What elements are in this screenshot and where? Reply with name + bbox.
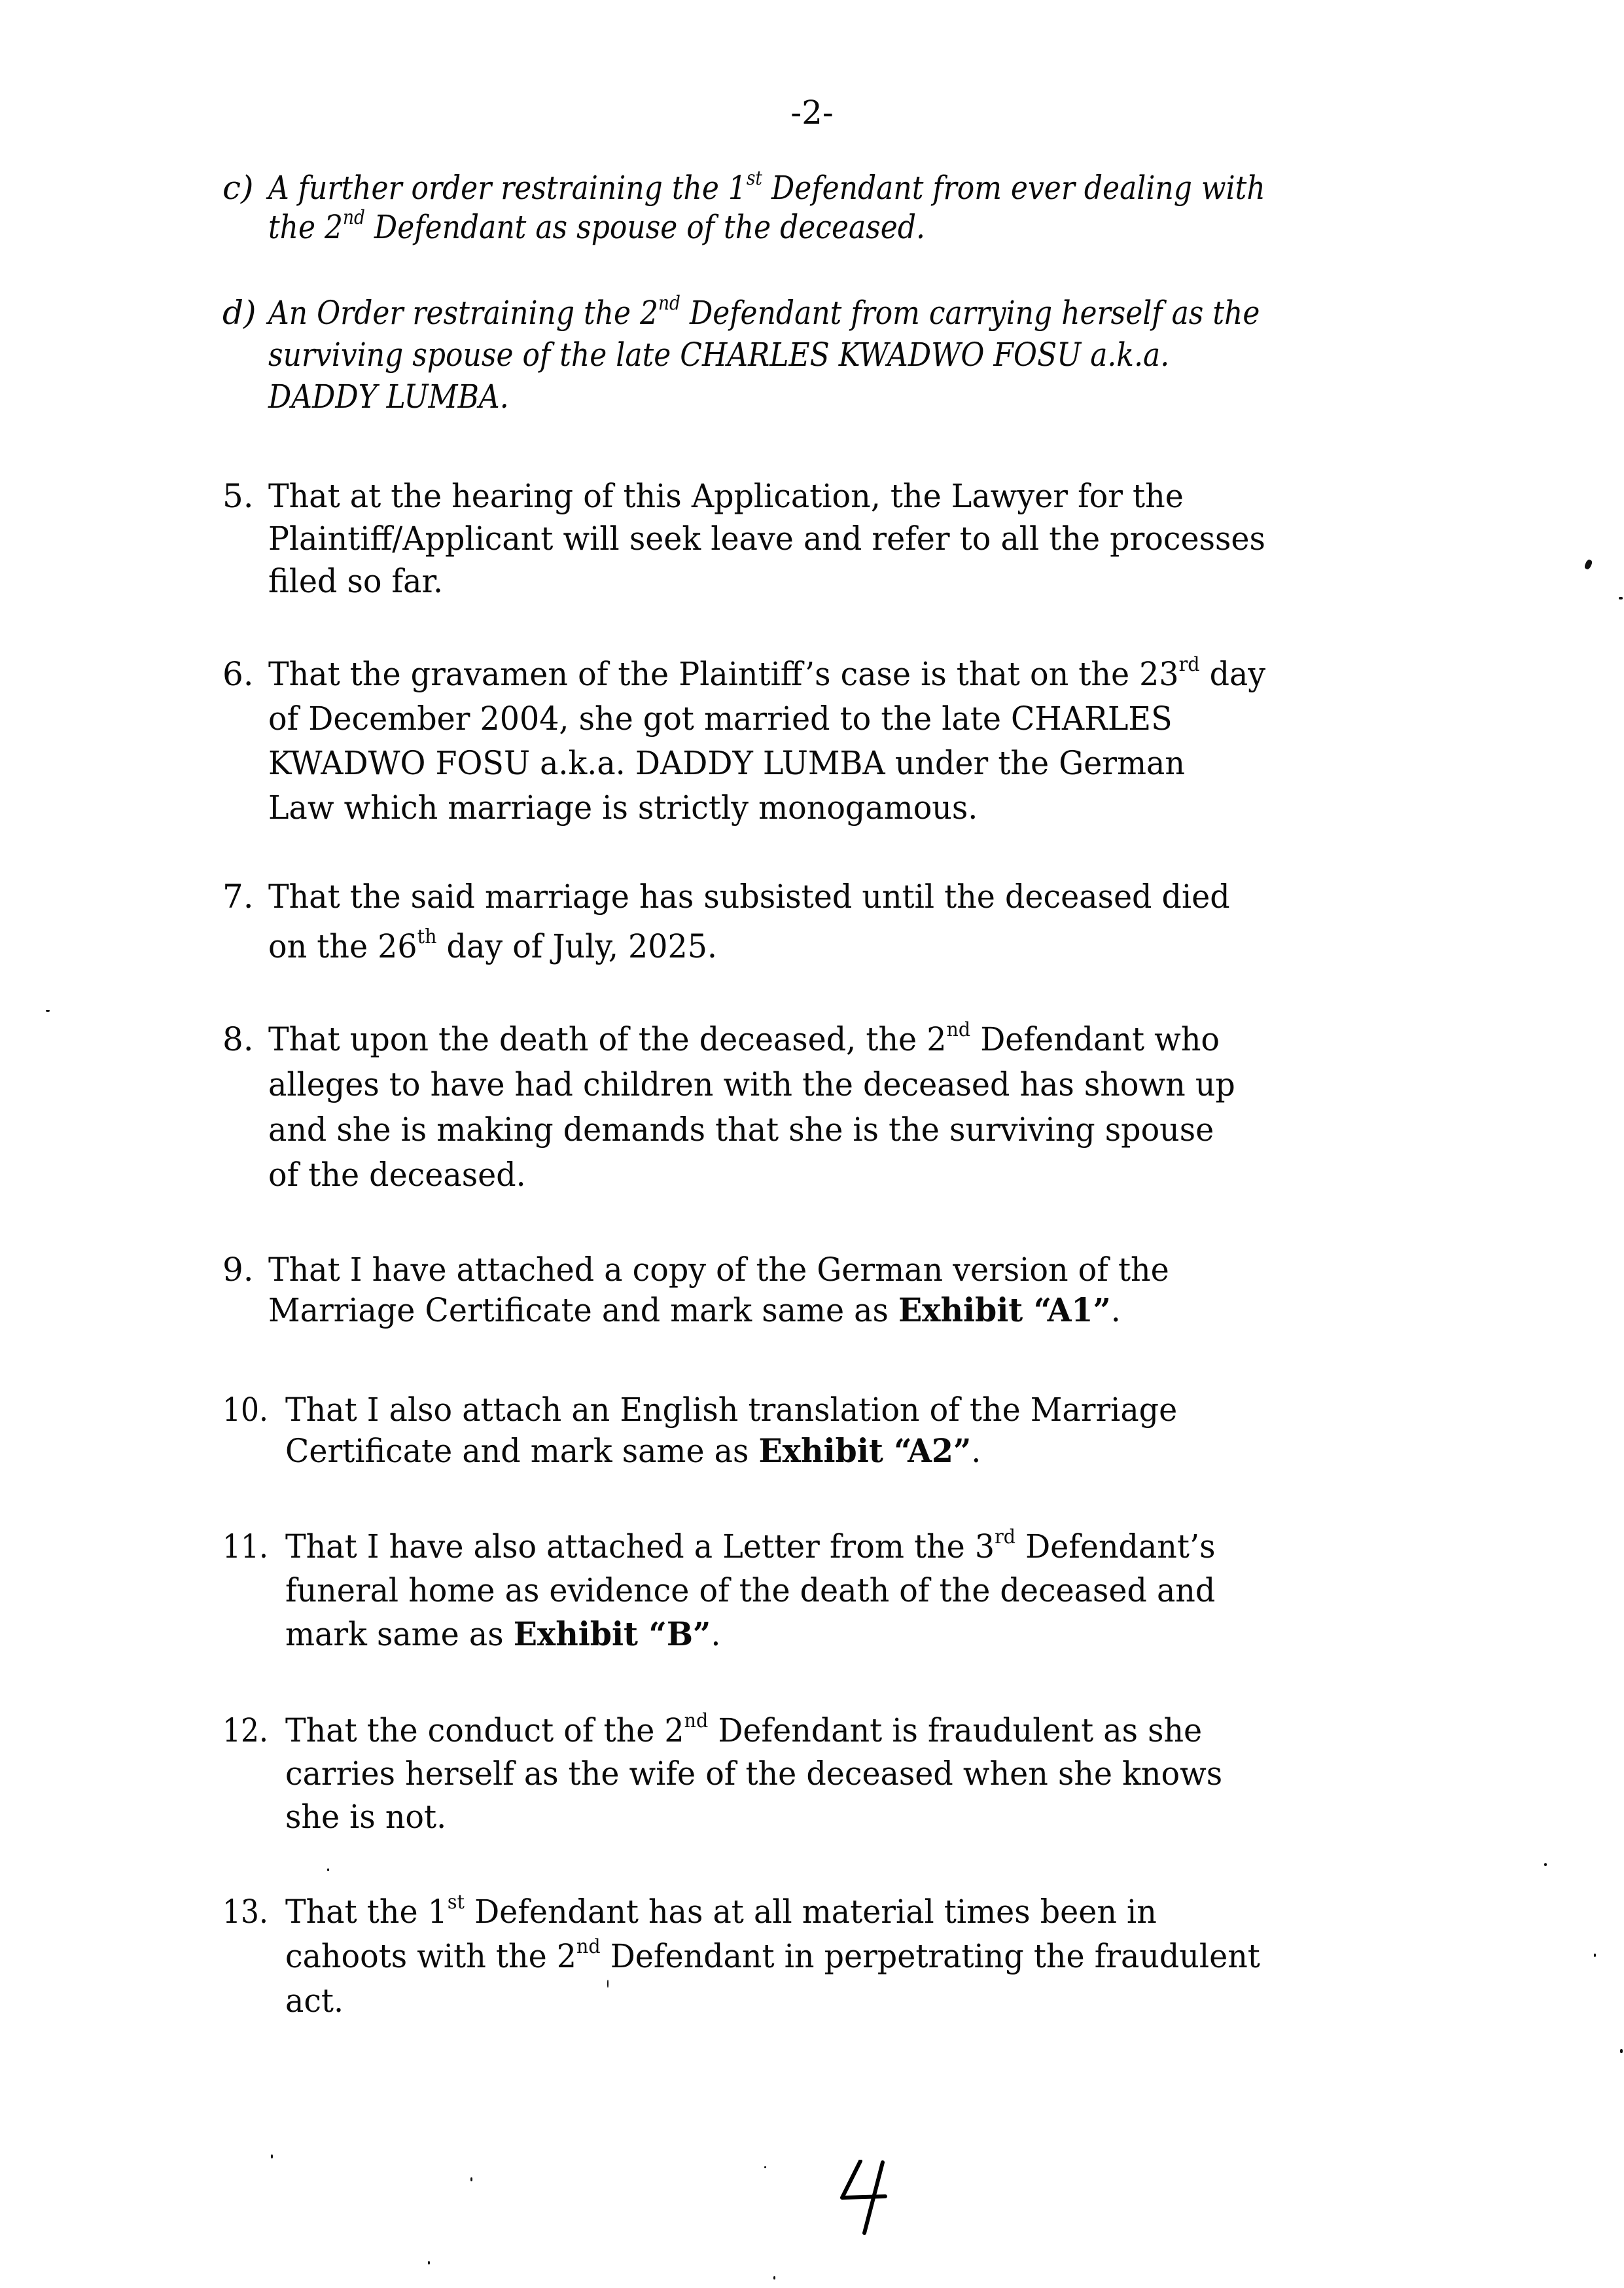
ordinal-suffix: nd <box>576 1935 601 1958</box>
paragraph-line <box>285 1615 720 1654</box>
scan-speck <box>773 2276 775 2279</box>
text-run: That the 1 <box>285 1893 448 1931</box>
paragraph-line <box>268 788 978 827</box>
paragraph-number: c) <box>222 169 254 207</box>
scan-speck <box>46 1010 50 1012</box>
paragraph-number: 11. <box>222 1528 268 1565</box>
text-run: and she is making demands that she is the surviving spouse <box>268 1111 1214 1149</box>
ordinal-suffix: nd <box>946 1018 971 1041</box>
text-run: An Order restraining the 2 <box>268 294 659 332</box>
paragraph-line <box>268 1110 1214 1149</box>
paragraph-line <box>268 654 1265 694</box>
paragraph-number: 6. <box>222 655 254 693</box>
text-run: the 2 <box>268 208 344 246</box>
text-run: Plaintiff/Applicant will seek leave and refer to all the processes <box>268 520 1265 558</box>
paragraph-line <box>285 1892 1157 1931</box>
text-run: day of July, 2025. <box>436 927 718 965</box>
text-run: Law which marriage is strictly monogamous. <box>268 789 978 827</box>
text-run: mark same as <box>285 1615 514 1653</box>
exhibit-label: Exhibit “B” <box>513 1615 711 1653</box>
paragraph-number: 10. <box>222 1391 268 1429</box>
text-run: Defendant from ever dealing with <box>762 169 1265 207</box>
text-run: That the gravamen of the Plaintiff’s case is that on the 23 <box>268 655 1179 693</box>
text-run: DADDY LUMBA. <box>268 378 509 416</box>
paragraph-line <box>285 1937 1260 1976</box>
text-run: That at the hearing of this Application, the Lawyer for the <box>268 477 1184 515</box>
ordinal-suffix: st <box>746 166 763 190</box>
text-run: funeral home as evidence of the death of the deceased and <box>285 1571 1216 1609</box>
scan-speck <box>1583 559 1593 570</box>
text-run: That I have also attached a Letter from the 3 <box>285 1528 995 1565</box>
paragraph-number: d) <box>222 294 256 332</box>
paragraph-line <box>285 1711 1202 1750</box>
ordinal-suffix: th <box>417 925 437 948</box>
scan-speck <box>607 1980 609 1988</box>
ordinal-suffix: st <box>447 1890 465 1914</box>
text-run: day <box>1199 655 1266 693</box>
text-run: Marriage Certificate and mark same as <box>268 1291 898 1329</box>
text-run: Defendant is fraudulent as she <box>708 1711 1203 1749</box>
paragraph-line <box>268 1250 1169 1289</box>
paragraph-line <box>268 699 1173 738</box>
paragraph-line <box>285 1390 1177 1429</box>
text-run: filed so far. <box>268 562 444 600</box>
paragraph-line <box>285 1571 1215 1610</box>
text-run: That the conduct of the 2 <box>285 1711 684 1749</box>
paragraph-line <box>268 519 1265 558</box>
ordinal-suffix: nd <box>684 1709 709 1732</box>
paragraph-line <box>285 1797 446 1836</box>
paragraph-line <box>268 562 443 601</box>
scan-speck <box>1620 2049 1623 2053</box>
ordinal-suffix: nd <box>658 291 680 315</box>
page-header-number: -2- <box>790 94 834 132</box>
paragraph-line <box>268 168 1265 207</box>
text-run: That I have attached a copy of the German version of the <box>268 1251 1169 1289</box>
paragraph-line <box>285 1754 1222 1793</box>
text-run: A further order restraining the 1 <box>268 169 747 207</box>
text-run: cahoots with the 2 <box>285 1937 577 1975</box>
text-run: act. <box>285 1982 344 2020</box>
paragraph-line <box>268 207 925 247</box>
text-run: Defendant who <box>970 1020 1220 1058</box>
paragraph-line <box>268 1155 526 1194</box>
paragraph-line <box>268 743 1185 783</box>
text-run: of December 2004, she got married to the late CHARLES <box>268 700 1173 738</box>
paragraph-number: 12. <box>222 1711 268 1749</box>
paragraph-number: 9. <box>222 1251 254 1289</box>
scan-speck <box>428 2261 430 2264</box>
text-run: she is not. <box>285 1798 447 1836</box>
paragraph-line <box>285 1981 344 2020</box>
exhibit-label: Exhibit “A1” <box>898 1291 1111 1329</box>
paragraph-number: 8. <box>222 1020 254 1058</box>
ordinal-suffix: rd <box>995 1525 1015 1548</box>
text-run: of the deceased. <box>268 1156 526 1194</box>
scan-speck <box>1544 1863 1547 1866</box>
text-run: Defendant in perpetrating the fraudulent <box>600 1937 1260 1975</box>
handwritten-page-number <box>834 2160 893 2238</box>
text-run: KWADWO FOSU a.k.a. DADDY LUMBA under the German <box>268 744 1185 782</box>
exhibit-label: Exhibit “A2” <box>758 1431 972 1470</box>
text-run: Defendant from carrying herself as the <box>680 294 1260 332</box>
ordinal-suffix: rd <box>1178 652 1200 676</box>
scan-speck <box>271 2154 273 2158</box>
paragraph-line <box>285 1431 981 1471</box>
text-run: Defendant as spouse of the deceased. <box>364 208 925 246</box>
paragraph-line <box>268 377 509 416</box>
text-run: Defendant’s <box>1015 1528 1216 1565</box>
paragraph-number: 7. <box>222 878 254 916</box>
paragraph-line <box>268 927 717 966</box>
scan-speck <box>1619 597 1623 599</box>
paragraph-line <box>268 1020 1220 1059</box>
text-run: . <box>711 1615 721 1653</box>
text-run: That upon the death of the deceased, the 2 <box>268 1020 947 1058</box>
paragraph-line <box>268 1291 1121 1330</box>
text-run: . <box>971 1432 981 1470</box>
paragraph-line <box>268 335 1169 374</box>
paragraph-line <box>268 877 1230 916</box>
scan-speck <box>327 1868 329 1871</box>
text-run: . <box>1110 1291 1121 1329</box>
text-run: on the 26 <box>268 927 417 965</box>
scan-speck <box>470 2177 472 2181</box>
text-run: carries herself as the wife of the deceased when she knows <box>285 1755 1223 1793</box>
text-run: That I also attach an English translation of the Marriage <box>285 1391 1178 1429</box>
scan-speck <box>764 2166 766 2168</box>
paragraph-number: 5. <box>222 477 254 515</box>
scan-speck <box>1594 1954 1596 1957</box>
paragraph-line <box>285 1527 1215 1566</box>
text-run: Certificate and mark same as <box>285 1432 759 1470</box>
paragraph-line <box>268 293 1260 332</box>
text-run: Defendant has at all material times been in <box>464 1893 1157 1931</box>
text-run: surviving spouse of the late CHARLES KWADWO FOSU a.k.a. <box>268 336 1170 374</box>
text-run: That the said marriage has subsisted until the deceased died <box>268 878 1230 916</box>
ordinal-suffix: nd <box>343 206 365 229</box>
paragraph-number: 13. <box>222 1893 268 1931</box>
text-run: alleges to have had children with the deceased has shown up <box>268 1065 1235 1103</box>
paragraph-line <box>268 476 1184 516</box>
paragraph-line <box>268 1065 1235 1104</box>
